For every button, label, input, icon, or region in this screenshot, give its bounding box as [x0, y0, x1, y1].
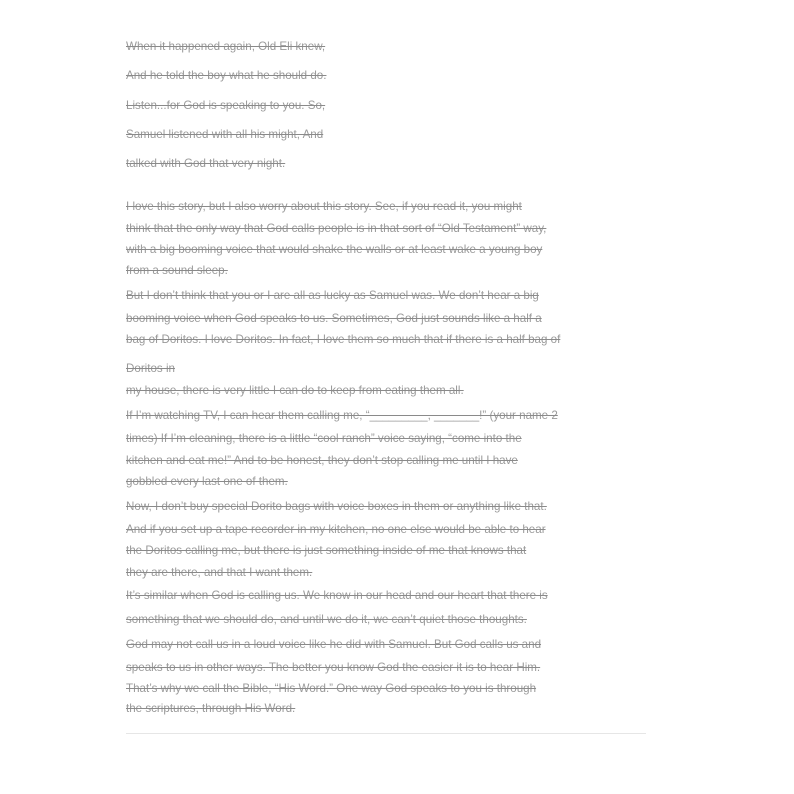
- poem-line: Listen...for God is speaking to you. So,: [126, 99, 326, 112]
- paragraph-line: Now, I don’t buy special Dorito bags with voice boxes in them or anything like that.: [126, 500, 547, 513]
- paragraph-line: the Doritos calling me, but there is just something inside of me that knows that: [126, 544, 527, 557]
- paragraph-line: think that the only way that God calls people is in that sort of “Old Testament” way,: [126, 222, 547, 235]
- paragraph-line: I love this story, but I also worry about this story. See, if you read it, you might: [126, 200, 522, 213]
- paragraph-line: And if you set up a tape recorder in my kitchen, no one else would be able to hear: [126, 523, 546, 536]
- paragraph-line: That’s why we call the Bible, “His Word.” One way God speaks to you is through: [126, 682, 537, 695]
- paragraph-line: It’s similar when God is calling us. We know in our head and our heart that there is: [126, 589, 548, 602]
- paragraph-line: booming voice when God speaks to us. Sometimes, God just sounds like a half a: [126, 312, 542, 325]
- divider-line: [126, 733, 646, 734]
- paragraph-line: Doritos in: [126, 362, 175, 375]
- paragraph-line: something that we should do, and until we do it, we can’t quiet those thoughts.: [126, 613, 527, 626]
- paragraph-line: speaks to us in other ways. The better you know God the easier it is to hear Him.: [126, 661, 541, 674]
- paragraph-line: kitchen and eat me!” And to be honest, they don’t stop calling me until I have: [126, 454, 518, 467]
- paragraph-line: times) If I’m cleaning, there is a little “cool ranch” voice saying, “come into the: [126, 432, 522, 445]
- paragraph-line: from a sound sleep.: [126, 264, 228, 277]
- paragraph-line: with a big booming voice that would shake the walls or at least wake a young boy: [126, 243, 543, 256]
- paragraph-line: God may not call us in a loud voice like he did with Samuel. But God calls us and: [126, 638, 542, 651]
- paragraph-line: If I’m watching TV, I can hear them calling me, “_________, _______!” (your name 2: [126, 409, 558, 422]
- poem-line: talked with God that very night.: [126, 157, 286, 170]
- paragraph-line: my house, there is very little I can do to keep from eating them all.: [126, 384, 464, 397]
- paragraph-line: gobbled every last one of them.: [126, 475, 288, 488]
- paragraph-line: the scriptures, through His Word.: [126, 702, 296, 715]
- poem-line: And he told the boy what he should do.: [126, 69, 327, 82]
- poem-line: Samuel listened with all his might, And: [126, 128, 324, 141]
- paragraph-line: bag of Doritos. I love Doritos. In fact, I love them so much that if there is a half bag of: [126, 333, 561, 346]
- paragraph-line: they are there, and that I want them.: [126, 566, 313, 579]
- poem-line: When it happened again, Old Eli knew,: [126, 40, 326, 53]
- paragraph-line: But I don’t think that you or I are all as lucky as Samuel was. We don’t hear a big: [126, 289, 539, 302]
